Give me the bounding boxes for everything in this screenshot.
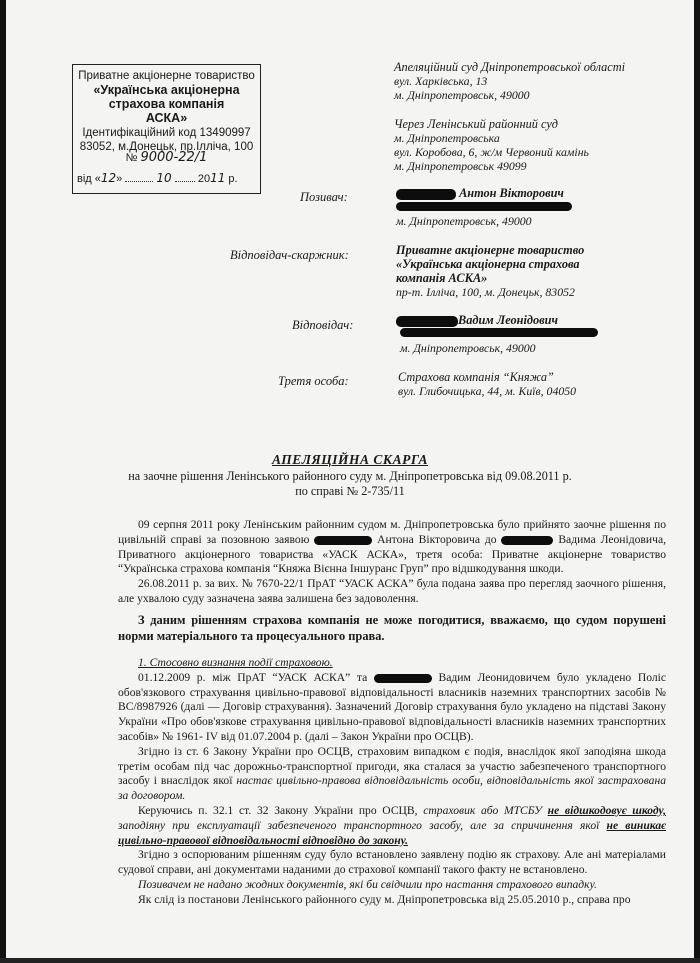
appellant-block <box>396 243 584 299</box>
via-court-address <box>394 117 589 173</box>
plaintiff-label: Позивач: <box>300 190 348 204</box>
body-section-intro <box>118 518 666 607</box>
defendant-block <box>396 313 558 327</box>
appellant-label: Відповідач-скаржник: <box>230 248 349 262</box>
stamp-number-value: 9000-22/1 <box>140 150 208 165</box>
stamp-line-3: страхова компанія <box>108 97 225 111</box>
paragraph-bold: З даним рішенням страхова компанія не може погодитися, вважаємо, що судом порушені норми матеріального та процесуального права. <box>118 613 666 643</box>
appellant-line-3: компанія АСКА» <box>396 271 488 285</box>
paragraph: Керуючись п. 32.1 ст. 32 Закону України про ОСЦВ, страховик або МТСБУ не відшкодовує шкоду, заподіяну при експлуатації забезпеченого транспортного засобу, але за спричинення якої не виникає цивільно-правової відповідальності відповідно до закону. <box>118 803 666 847</box>
third-party-block <box>398 370 576 398</box>
court-name: Апеляційний суд Дніпропетровської області <box>394 60 626 74</box>
defendant-label: Відповідач: <box>292 318 354 332</box>
appellant-address: пр-т. Ілліча, 100, м. Донецьк, 83052 <box>396 285 575 299</box>
plaintiff-name: Антон Вікторович <box>459 186 564 200</box>
paragraph: 01.12.2009 р. між ПрАТ “УАСК АСКА” та Вадим Леонидовичем було укладено Поліс обов'язкового страхування цивільно-правової відповідальності власників наземних транспортних засобів № ВС/8987926 (далі — Договір страхування). Зазначений Договір страхування було укладено на підставі Закону України «Про обов'язкове страхування цивільно-правової відповідальності власників наземних транспортних засобів» № 1961- IV від 01.07.2004 р. (далі – Закон України про ОСЦВ). <box>118 670 667 743</box>
redacted-text <box>501 536 553 545</box>
stamp-line-4: АСКА» <box>145 111 188 125</box>
paragraph: Як слід із постанови Ленінського районного суду м. Дніпропетровська від 25.05.2010 р., справа про <box>138 892 631 906</box>
section-heading: 1. Стосовно визнання події страховою. <box>138 656 333 669</box>
stamp-line-1: Приватне акціонерне товариство <box>78 70 255 82</box>
document-title: АПЕЛЯЦІЙНА СКАРГА <box>272 452 428 467</box>
paragraph: 09 серпня 2011 року Ленінським районним судом м. Дніпропетровська було прийнято заочне рішення по цивільній справі за позовною заявою Антона Вікторовича до Вадима Леонідовича, Приватного акціонерного товариства «УАСК АСКА», третя особа: Приватне акціонерне товариство “Українська страхова компанія “Княжа Вієнна Іншуранс Груп” про відшкодування шкоди. <box>118 518 666 576</box>
paragraph: 26.08.2011 р. за вих. № 7670-22/1 ПрАТ “УАСК АСКА” була подана заява про перегляд заочного рішення, але ухвалою суду зазначена заява залишена без задоволення. <box>118 577 666 605</box>
paragraph: Позивачем не надано жодних документів, які би свідчили про настання страхового випадку. <box>138 877 597 891</box>
case-number: по справі № 2-735/11 <box>295 484 405 498</box>
stamp-date: від «12» 10 2011 р. <box>77 171 238 185</box>
stamp-line-6: 83052, м.Донецьк, пр.Ілліча, 100 <box>79 141 254 153</box>
defendant-name: Вадим Леонідович <box>458 313 558 327</box>
appellant-line-2: «Українська акціонерна страхова <box>396 257 580 271</box>
plaintiff-block <box>396 186 564 200</box>
body-summary <box>118 612 666 644</box>
paragraph: Згідно із ст. 6 Закону України про ОСЦВ, страховим випадком є подія, внаслідок якої заподіяна шкода третім особам під час дорожньо-транспортної пригоди, яка сталася за участю забезпеченого транспортного засобу і внаслідок якої настає цивільно-правова відповідальність особи, відповідальність якої застрахована за договором. <box>118 744 666 803</box>
body-section-1 <box>118 656 666 908</box>
company-stamp <box>72 64 261 194</box>
third-party-name: Страхова компанія “Княжа” <box>398 370 554 384</box>
document-subtitle: на заочне рішення Ленінського районного суду м. Дніпропетровська від 09.08.2011 р. <box>128 469 572 483</box>
redacted-text <box>314 536 372 545</box>
redacted-surname <box>396 316 458 327</box>
via-court-street: вул. Коробова, 6, ж/м Червоний камінь <box>394 145 589 159</box>
redacted-surname <box>396 189 456 200</box>
redacted-text <box>374 674 432 683</box>
paragraph: Згідно з оспорюваним рішенням суду було встановлено заявлену подію як страхову. Але ані матеріалами судової справи, ані документами наданими до страхової компанії такого факту не встановлено. <box>118 848 666 877</box>
via-court-city-line: м. Дніпропетровська <box>394 131 500 145</box>
court-address <box>394 60 625 102</box>
redacted-line <box>396 202 572 211</box>
via-court-name: Через Ленінський районний суд <box>394 117 559 131</box>
court-street: вул. Харківська, 13 <box>394 74 488 88</box>
stamp-line-2: «Українська акціонерна <box>93 83 240 97</box>
third-party-address: вул. Глибочицька, 44, м. Київ, 04050 <box>398 384 577 398</box>
stamp-line-5: Ідентифікаційний код 13490997 <box>82 127 251 139</box>
appellant-line-1: Приватне акціонерне товариство <box>396 243 585 257</box>
third-party-label: Третя особа: <box>278 374 349 388</box>
stamp-number: № 9000-22/1 <box>125 150 208 165</box>
court-city: м. Дніпропетровськ, 49000 <box>394 88 530 102</box>
via-court-city: м. Дніпропетровськ 49099 <box>394 159 527 173</box>
scan-edge-bottom <box>0 958 700 963</box>
plaintiff-city: м. Дніпропетровськ, 49000 <box>396 214 532 228</box>
redacted-line <box>400 328 598 337</box>
defendant-city: м. Дніпропетровськ, 49000 <box>400 341 536 355</box>
